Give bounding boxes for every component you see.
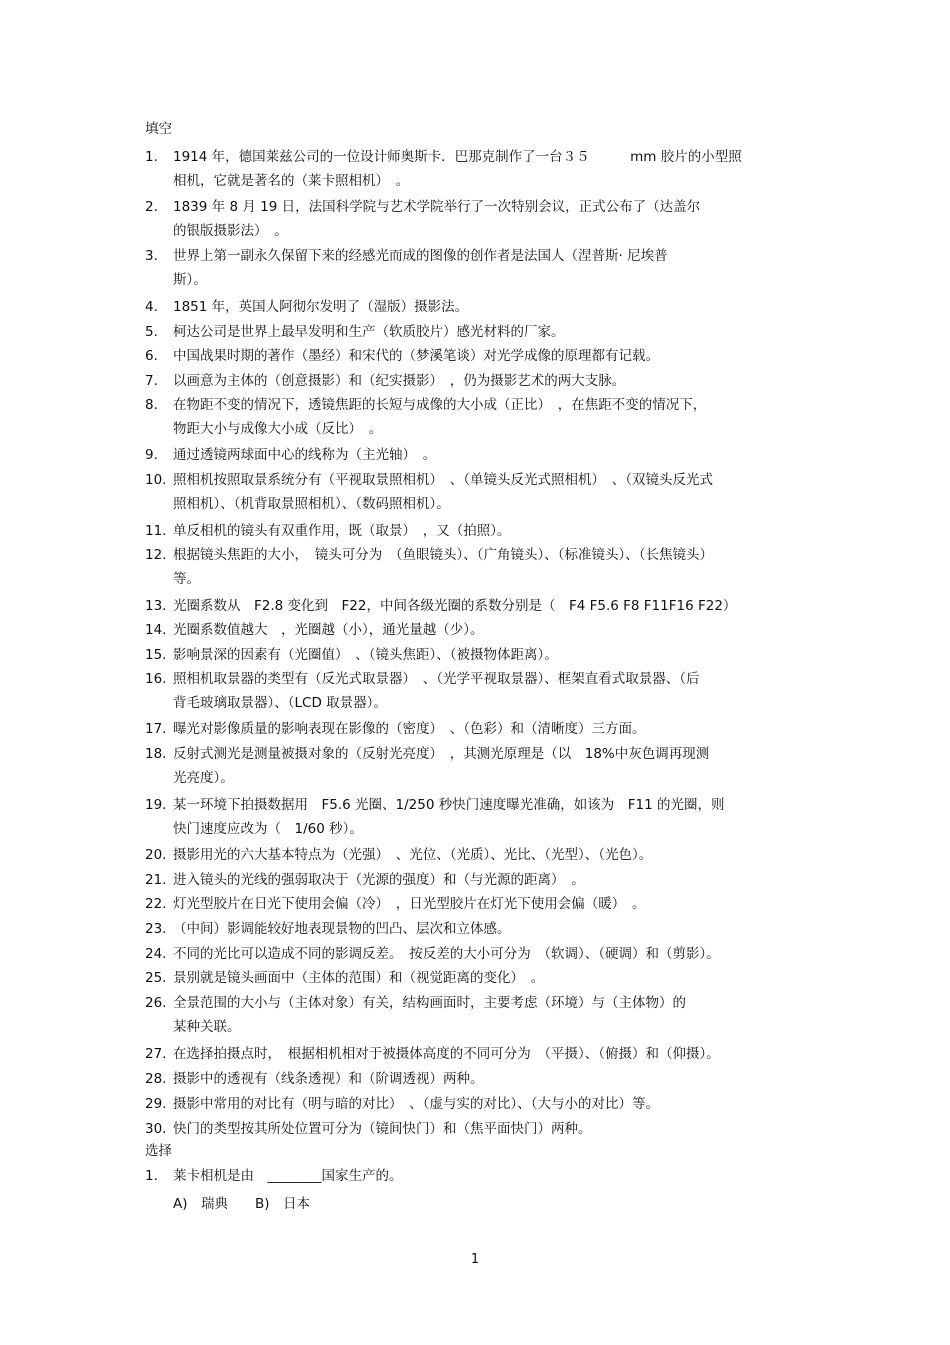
question-1 (145, 145, 835, 193)
question-number: 15. (145, 647, 167, 663)
question-text: 不同的光比可以造成不同的影调反差。 按反差的大小可分为 （软调）、（硬调）和（剪影）。 (173, 946, 720, 962)
question-number: 30. (145, 1121, 167, 1137)
question-10 (145, 468, 835, 516)
question-5 (145, 320, 835, 344)
question-8 (145, 393, 835, 441)
question-text: 以画意为主体的（创意摄影）和（纪实摄影） ，仍为摄影艺术的两大支脉。 (173, 373, 626, 389)
question-2 (145, 195, 835, 243)
question-3 (145, 244, 835, 292)
question-text: 灯光型胶片在日光下使用会偏（冷） ，日光型胶片在灯光下使用会偏（暖） 。 (173, 896, 646, 912)
question-9 (145, 443, 835, 467)
question-text: 影响景深的因素有（光圈值） 、（镜头焦距）、（被摄物体距离）。 (173, 647, 558, 663)
question-text: 在物距不变的情况下，透镜焦距的长短与成像的大小成（正比） ，在焦距不变的情况下， 物距大小与成像大小成（反比） 。 (173, 397, 707, 437)
choice-question-1 (145, 1164, 835, 1188)
question-text: 根据镜头焦距的大小， 镜头可分为 （鱼眼镜头）、（广角镜头）、（标准镜头）、（长焦镜头） 等。 (173, 547, 713, 587)
question-text: 世界上第一副永久保留下来的经感光而成的图像的创作者是法国人（涅普斯· 尼埃普 斯）。 (173, 248, 668, 288)
question-text: 光圈系数从 F2.8 变化到 F22，中间各级光圈的系数分别是（ F4 F5.6 F8 F11F16 F22） (173, 598, 737, 614)
question-number: 27. (145, 1046, 167, 1062)
question-text: 景别就是镜头画面中（主体的范围）和（视觉距离的变化） 。 (173, 970, 545, 986)
question-number: 10. (145, 472, 167, 488)
question-number: 13. (145, 598, 167, 614)
question-number: 19. (145, 797, 167, 813)
question-number: 18. (145, 746, 167, 762)
question-24 (145, 942, 835, 966)
question-text: 摄影中常用的对比有（明与暗的对比） 、（虚与实的对比）、（大与小的对比）等。 (173, 1096, 659, 1112)
question-number: 17. (145, 721, 167, 737)
question-text: 莱卡相机是由 ________国家生产的。 (173, 1168, 403, 1184)
question-text: 全景范围的大小与（主体对象）有关，结构画面时，主要考虑（环境）与（主体物）的 某种关联。 (173, 995, 686, 1035)
question-text: 通过透镜两球面中心的线称为（主光轴） 。 (173, 447, 437, 463)
question-19 (145, 793, 835, 841)
question-number: 1. (145, 149, 158, 165)
question-6 (145, 344, 835, 368)
question-number: 8. (145, 397, 158, 413)
question-number: 16. (145, 671, 167, 687)
question-number: 2. (145, 199, 158, 215)
question-18 (145, 742, 835, 790)
question-number: 11. (145, 523, 167, 539)
question-number: 3. (145, 248, 158, 264)
question-number: 7. (145, 373, 158, 389)
question-text: 1839 年 8 月 19 日，法国科学院与艺术学院举行了一次特别会议，正式公布了（达盖尔 的银版摄影法） 。 (173, 199, 701, 239)
question-text: 快门的类型按其所处位置可分为（镜间快门）和（焦平面快门）两种。 (173, 1121, 592, 1137)
question-text: 反射式测光是测量被摄对象的（反射光亮度） ，其测光原理是（以 18%中灰色调再现测 光亮度）。 (173, 746, 710, 786)
question-text: 摄影中的透视有（线条透视）和（阶调透视）两种。 (173, 1071, 484, 1087)
question-12 (145, 543, 835, 591)
question-number: 25. (145, 970, 167, 986)
question-29 (145, 1092, 835, 1116)
question-text: 1914 年，德国莱兹公司的一位设计师奥斯卡．巴那克制作了一台３５ mm 胶片的小型照 相机，它就是著名的（莱卡照相机） 。 (173, 149, 742, 189)
question-text: 进入镜头的光线的强弱取决于（光源的强度）和（与光源的距离） 。 (173, 872, 585, 888)
question-27 (145, 1042, 835, 1066)
question-number: 20. (145, 847, 167, 863)
question-text: 照相机取景器的类型有（反光式取景器） 、（光学平视取景器）、框架直看式取景器、（后 背毛玻璃取景器）、（LCD 取景器）。 (173, 671, 700, 711)
question-4 (145, 295, 835, 319)
question-text: 1851 年，英国人阿彻尔发明了（湿版）摄影法。 (173, 299, 469, 315)
question-7 (145, 369, 835, 393)
question-text: 曝光对影像质量的影响表现在影像的（密度） 、（色彩）和（清晰度）三方面。 (173, 721, 646, 737)
question-23 (145, 917, 835, 941)
question-number: 22. (145, 896, 167, 912)
question-number: 5. (145, 324, 158, 340)
question-text: 光圈系数值越大 ，光圈越（小），通光量越（少）。 (173, 622, 484, 638)
page-number: 1 (470, 1252, 480, 1267)
question-11 (145, 519, 835, 543)
question-17 (145, 717, 835, 741)
question-number: 12. (145, 547, 167, 563)
question-number: 14. (145, 622, 167, 638)
question-16 (145, 667, 835, 715)
question-text: 摄影用光的六大基本特点为（光强） 、光位、（光质）、光比、（光型）、（光色）。 (173, 847, 653, 863)
question-28 (145, 1067, 835, 1091)
question-15 (145, 643, 835, 667)
question-text: 某一环境下拍摄数据用 F5.6 光圈、1/250 秒快门速度曝光准确，如该为 F11 的光圈，则 快门速度应改为（ 1/60 秒）。 (173, 797, 725, 837)
question-number: 28. (145, 1071, 167, 1087)
question-number: 21. (145, 872, 167, 888)
question-number: 1. (145, 1168, 158, 1184)
question-number: 23. (145, 921, 167, 937)
question-30 (145, 1117, 835, 1141)
question-13 (145, 594, 835, 618)
question-number: 29. (145, 1096, 167, 1112)
question-22 (145, 892, 835, 916)
section-title-fill-in: 填空 (145, 121, 172, 137)
question-number: 26. (145, 995, 167, 1011)
question-text: 中国战果时期的著作（墨经）和宋代的（梦溪笔谈）对光学成像的原理都有记载。 (173, 348, 659, 364)
question-21 (145, 868, 835, 892)
question-text: 单反相机的镜头有双重作用，既（取景） ，又（拍照）。 (173, 523, 511, 539)
section-title-choice: 选择 (145, 1143, 172, 1159)
question-number: 6. (145, 348, 158, 364)
choice-options: A) 瑞典 B) 日本 (173, 1196, 311, 1212)
question-text: 照相机按照取景系统分有（平视取景照相机） 、（单镜头反光式照相机） 、（双镜头反光式 照相机）、（机背取景照相机）、（数码照相机）。 (173, 472, 713, 512)
question-number: 4. (145, 299, 158, 315)
question-14 (145, 618, 835, 642)
question-text: 柯达公司是世界上最早发明和生产（软质胶片）感光材料的厂家。 (173, 324, 565, 340)
question-25 (145, 966, 835, 990)
question-26 (145, 991, 835, 1039)
question-text: （中间）影调能较好地表现景物的凹凸、层次和立体感。 (173, 921, 511, 937)
question-20 (145, 843, 835, 867)
question-number: 24. (145, 946, 167, 962)
question-number: 9. (145, 447, 158, 463)
question-text: 在选择拍摄点时， 根据相机相对于被摄体高度的不同可分为 （平摄）、（俯摄）和（仰摄）。 (173, 1046, 720, 1062)
